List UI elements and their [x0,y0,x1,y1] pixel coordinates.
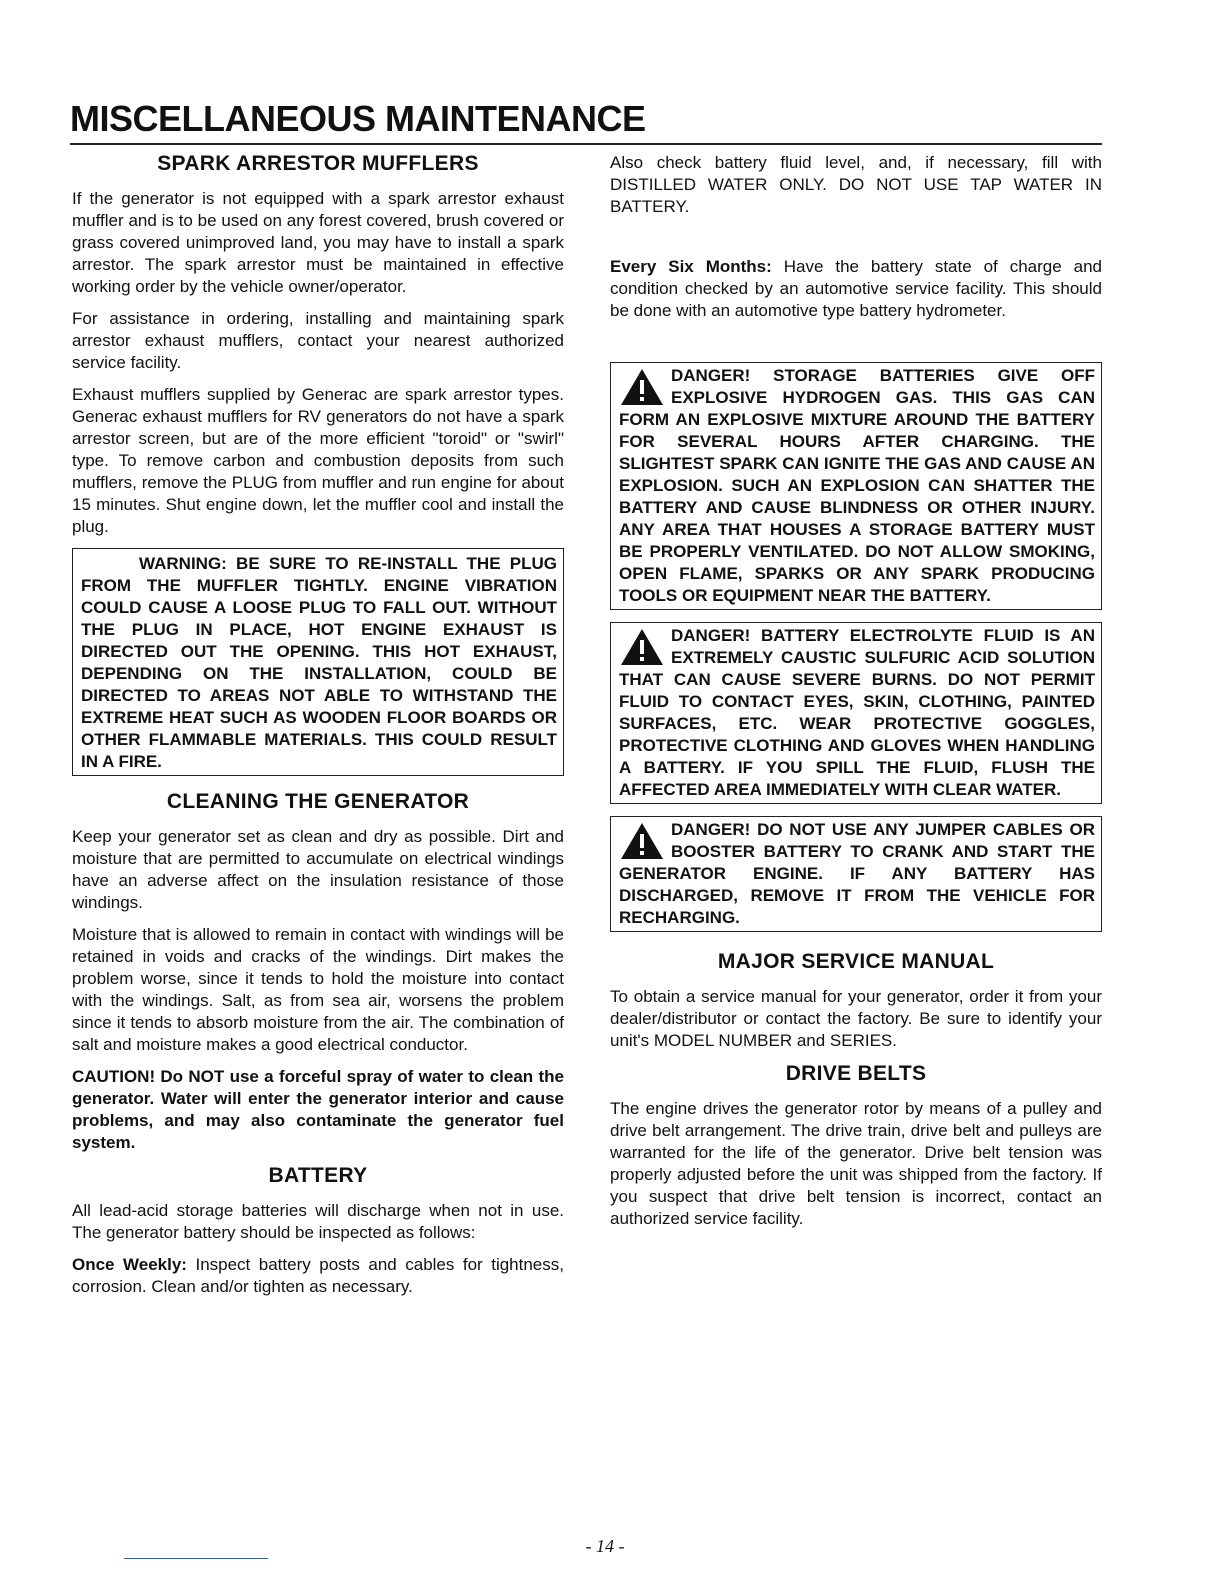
six-months-text: Have the battery state of charge and condition checked by an automotive service facility. This should be done with an automotive type battery hydrometer. [610,257,1102,320]
caution-paragraph: CAUTION! Do NOT use a forceful spray of water to clean the generator. Water will enter the generator interior and cause problems, and may also contaminate the generator fuel system. [72,1067,564,1152]
section-heading-drive-belts: DRIVE BELTS [785,1062,927,1085]
section-heading-cleaning: CLEANING THE GENERATOR [166,790,470,813]
cleaning-section [72,790,564,1154]
danger-box-jumper [610,816,1102,932]
spark-paragraph-2: For assistance in ordering, installing and maintaining spark arrestor exhaust mufflers, contact your nearest authorized service facility. [72,309,564,372]
danger-text-jumper: DANGER! DO NOT USE ANY JUMPER CABLES OR BOOSTER BATTERY TO CRANK AND START THE GENERATOR ENGINE. IF ANY BATTERY HAS DISCHARGED, REMOVE IT FROM THE VEHICLE FOR RECHARGING. [619,820,1095,927]
warning-triangle-icon [619,367,665,407]
danger-box-hydrogen [610,362,1102,610]
section-heading-battery: BATTERY [268,1164,368,1187]
weekly-label: Once Weekly: [72,1255,187,1274]
battery-fluid-paragraph: Also check battery fluid level, and, if necessary, fill with DISTILLED WATER ONLY. DO NOT USE TAP WATER IN BATTERY. [610,153,1102,216]
drive-belts-section [610,1062,1102,1230]
six-months-label: Every Six Months: [610,257,772,276]
page-title: MISCELLANEOUS MAINTENANCE [70,98,646,139]
title-rule [70,143,1102,145]
danger-text-hydrogen: DANGER! STORAGE BATTERIES GIVE OFF EXPLOSIVE HYDROGEN GAS. THIS GAS CAN FORM AN EXPLOSIVE MIXTURE AROUND THE BATTERY FOR SEVERAL HOURS AFTER CHARGING. THE SLIGHTEST SPARK CAN IGNITE THE GAS AND CAUSE AN EXPLOSION. SUCH AN EXPLOSION CAN SHATTER THE BATTERY AND CAUSE BLINDNESS OR OTHER INJURY. ANY AREA THAT HOUSES A STORAGE BATTERY MUST BE PROPERLY VENTILATED. DO NOT ALLOW SMOKING, OPEN FLAME, SPARKS OR ANY SPARK PRODUCING TOOLS OR EQUIPMENT NEAR THE BATTERY. [619,366,1095,605]
six-months-paragraph [610,256,1102,322]
right-column [610,152,1102,1240]
section-heading-service-manual: MAJOR SERVICE MANUAL [717,950,995,973]
warning-triangle-icon [619,627,665,667]
danger-box-electrolyte [610,622,1102,804]
page-number: - 14 - [585,1536,625,1556]
spark-arrestor-section [72,152,564,776]
major-service-manual-section [610,950,1102,1052]
spark-paragraph-3: Exhaust mufflers supplied by Generac are spark arrestor types. Generac exhaust mufflers for RV generators do not have a spark arrestor screen, but are of the more efficient "toroid" or "swirl" type. To remove carbon and combustion deposits from such mufflers, remove the PLUG from muffler and run engine for about 15 minutes. Shut engine down, let the muffler cool and install the plug. [72,385,564,536]
drive-belts-paragraph: The engine drives the generator rotor by means of a pulley and drive belt arrangement. The drive train, drive belt and pulleys are warranted for the life of the generator. Drive belt tension was properly adjusted before the unit was shipped from the factory. If you suspect that drive belt tension is incorrect, contact an authorized service facility. [610,1099,1102,1228]
spark-paragraph-1: If the generator is not equipped with a spark arrestor exhaust muffler and is to be used on any forest covered, brush covered or grass covered unimproved land, you may have to install a spark arrestor. The spark arrestor must be maintained in effective working order by the vehicle owner/operator. [72,189,564,296]
battery-section [72,1164,564,1298]
section-heading-spark-arrestor: SPARK ARRESTOR MUFFLERS [157,152,479,175]
warning-triangle-icon [619,821,665,861]
cleaning-paragraph-1: Keep your generator set as clean and dry as possible. Dirt and moisture that are permitted to accumulate on electrical windings have an adverse affect on the insulation resistance of those windings. [72,827,564,912]
service-manual-paragraph: To obtain a service manual for your generator, order it from your dealer/distributor or contact the factory. Be sure to identify your unit's MODEL NUMBER and SERIES. [610,987,1102,1050]
weekly-paragraph [72,1254,564,1298]
left-column [72,152,564,1308]
warning-text: WARNING: BE SURE TO RE-INSTALL THE PLUG FROM THE MUFFLER TIGHTLY. ENGINE VIBRATION COULD CAUSE A LOOSE PLUG TO FALL OUT. WITHOUT THE PLUG IN PLACE, HOT ENGINE EXHAUST IS DIRECTED OUT THE OPENING. THIS HOT EXHAUST, DEPENDING ON THE INSTALLATION, COULD BE DIRECTED TO AREAS NOT ABLE TO WITHSTAND THE EXTREME HEAT SUCH AS WOODEN FLOOR BOARDS OR OTHER FLAMMABLE MATERIALS. THIS COULD RESULT IN A FIRE. [81,554,557,771]
cleaning-paragraph-2: Moisture that is allowed to remain in contact with windings will be retained in voids and cracks of the windings. Dirt makes the problem worse, since it tends to hold the moisture into contact with the windings. Salt, as from sea air, worsens the problem since it tends to absorb moisture from the air. The combination of salt and moisture makes a good electrical conductor. [72,925,564,1054]
footer-line [124,1558,268,1559]
weekly-text: Inspect battery posts and cables for tightness, corrosion. Clean and/or tighten as necessary. [72,1255,564,1296]
danger-text-electrolyte: DANGER! BATTERY ELECTROLYTE FLUID IS AN EXTREMELY CAUSTIC SULFURIC ACID SOLUTION THAT CAN CAUSE SEVERE BURNS. DO NOT PERMIT FLUID TO CONTACT EYES, SKIN, CLOTHING, PAINTED SURFACES, ETC. WEAR PROTECTIVE GOGGLES, PROTECTIVE CLOTHING AND GLOVES WHEN HANDLING A BATTERY. IF YOU SPILL THE FLUID, FLUSH THE AFFECTED AREA IMMEDIATELY WITH CLEAR WATER. [619,626,1095,799]
battery-paragraph-1: All lead-acid storage batteries will discharge when not in use. The generator battery should be inspected as follows: [72,1201,564,1242]
warning-box [72,548,564,776]
